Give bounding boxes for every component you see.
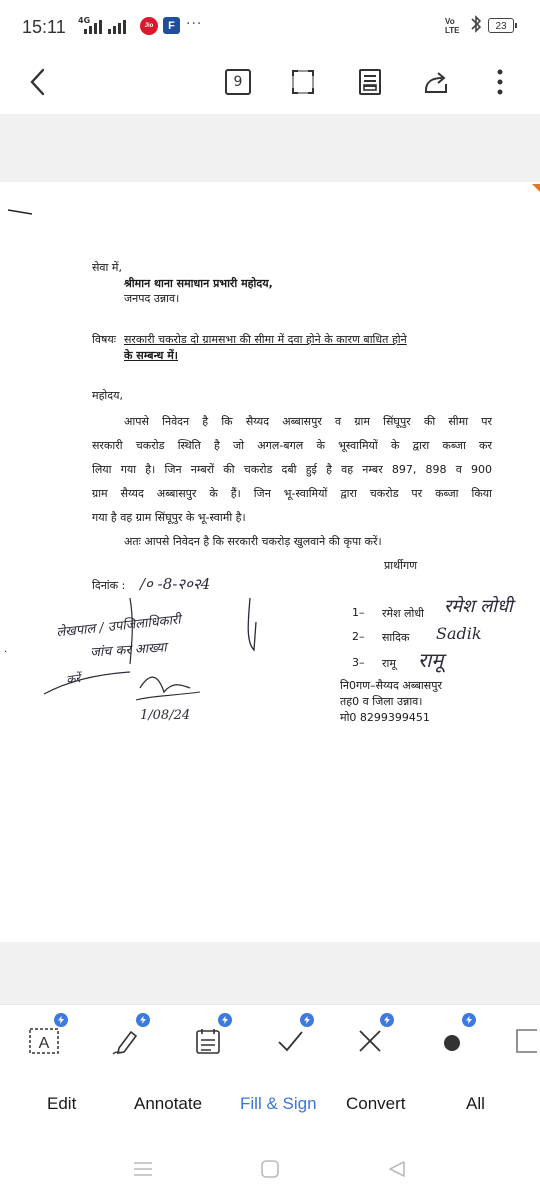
signal-icon bbox=[84, 20, 102, 34]
share-icon bbox=[422, 68, 450, 96]
body-line-3: लिया गया है। जिन नम्बरों की चकरोड दबी हुई है वह नम्बर 897, 898 व 900 bbox=[92, 463, 492, 476]
tool-strip bbox=[0, 1004, 540, 1075]
pro-badge-icon bbox=[300, 1013, 314, 1027]
subject-line-1: सरकारी चकरोड दो ग्रामसभा की सीमा में दवा होने के कारण बाधित होने bbox=[124, 333, 407, 346]
volte-icon: Vo LTE bbox=[445, 17, 460, 35]
jio-icon: Jio bbox=[140, 17, 158, 35]
signal-icon-2 bbox=[108, 20, 126, 34]
dot-tool[interactable] bbox=[430, 1019, 474, 1063]
applicant-1-name: रमेश लोधी bbox=[382, 607, 424, 620]
pro-badge-icon bbox=[462, 1013, 476, 1027]
svg-text:A: A bbox=[38, 1035, 50, 1052]
status-bar bbox=[0, 0, 540, 56]
phone-line: मो0 8299399451 bbox=[340, 711, 430, 724]
form-tool[interactable] bbox=[186, 1019, 230, 1063]
subject-line-2: के सम्बन्ध में। bbox=[124, 349, 178, 362]
applicant-3-name: रामू bbox=[382, 657, 396, 670]
endorsement-signature-strokes bbox=[40, 592, 280, 732]
more-vertical-icon bbox=[496, 68, 504, 96]
fullscreen-button[interactable] bbox=[283, 62, 323, 102]
body-line-1: आपसे निवेदन है कि सैय्यद अब्बासपुर व ग्राम सिंघूपुर की सीमा पर bbox=[124, 415, 492, 428]
home-button[interactable] bbox=[255, 1154, 285, 1184]
tab-all[interactable]: All bbox=[466, 1094, 485, 1113]
endorsement-line-3: करें bbox=[65, 671, 82, 687]
applicant-3-num: 3– bbox=[352, 656, 365, 669]
applicant-3-signature: रामू bbox=[418, 648, 444, 672]
tab-annotate[interactable]: Annotate bbox=[134, 1094, 203, 1113]
applicant-1-signature: रमेश लोधी bbox=[444, 596, 513, 617]
box-icon bbox=[513, 1026, 537, 1056]
fullscreen-icon bbox=[291, 68, 315, 96]
applicant-2-name: सादिक bbox=[382, 631, 410, 644]
applicant-1-num: 1– bbox=[352, 606, 365, 619]
tab-convert[interactable]: Convert bbox=[346, 1094, 406, 1113]
pro-badge-icon bbox=[54, 1013, 68, 1027]
applicants-label: प्रार्थीगण bbox=[384, 559, 418, 572]
document-view-icon bbox=[358, 68, 382, 96]
checkmark-tool[interactable] bbox=[268, 1019, 312, 1063]
address-line-1: नि0गण–सैय्यद अब्बासपुर bbox=[340, 679, 442, 692]
pro-badge-icon bbox=[136, 1013, 150, 1027]
body-line-4: ग्राम सैय्यद अब्बासपुर के हैं। जिन भू-स्वामियों द्वारा चकरोड पर कब्जा किया bbox=[92, 487, 492, 500]
applicant-2-num: 2– bbox=[352, 630, 365, 643]
endorsement-line-1: लेखपाल / उपजिलाधिकारी bbox=[55, 612, 182, 641]
bottom-tab-bar bbox=[0, 1074, 540, 1140]
endorsement-line-2: जांच कर आख्या bbox=[89, 640, 168, 661]
share-button[interactable] bbox=[416, 62, 456, 102]
edit-text-tool[interactable] bbox=[22, 1019, 66, 1063]
subject-label: विषयः bbox=[92, 333, 116, 346]
more-tools-partial[interactable] bbox=[510, 1019, 540, 1063]
tab-edit[interactable]: Edit bbox=[47, 1094, 77, 1113]
menu-lines-icon bbox=[133, 1161, 153, 1177]
status-time: 15:11 bbox=[22, 17, 66, 37]
address-line-2: तह0 व जिला उन्नाव। bbox=[340, 695, 423, 708]
cross-tool[interactable] bbox=[348, 1019, 392, 1063]
form-icon bbox=[193, 1026, 223, 1056]
bluetooth-icon bbox=[470, 14, 482, 39]
page-corner-mark bbox=[532, 184, 540, 192]
top-toolbar bbox=[0, 56, 540, 114]
recipient-line-2: जनपद उन्नाव। bbox=[124, 292, 180, 305]
date-handwritten: /० -8-२०२4 bbox=[140, 575, 211, 593]
scan-mark bbox=[8, 208, 32, 216]
endorsement-date: 1/08/24 bbox=[140, 708, 191, 723]
reading-mode-button[interactable] bbox=[350, 62, 390, 102]
recents-button[interactable] bbox=[128, 1154, 158, 1184]
applicant-2-signature: Sadik bbox=[436, 624, 482, 643]
app-notification-icon: F bbox=[163, 17, 180, 34]
request-line: अतः आपसे निवेदन है कि सरकारी चकरोड़ खुलवाने की कृपा करें। bbox=[124, 535, 382, 548]
battery-icon: 23 bbox=[488, 18, 514, 33]
dot-icon bbox=[437, 1026, 467, 1056]
more-options-button[interactable] bbox=[480, 62, 520, 102]
cross-icon bbox=[355, 1026, 385, 1056]
body-line-5: गया है वह ग्राम सिंघूपुर के भू-स्वामी है। bbox=[92, 511, 246, 524]
page-count-button[interactable] bbox=[218, 62, 258, 102]
system-back-button[interactable] bbox=[382, 1154, 412, 1184]
tab-fill-sign[interactable]: Fill & Sign bbox=[240, 1094, 317, 1113]
text-box-icon bbox=[28, 1026, 60, 1056]
network-type: 4G bbox=[78, 16, 91, 25]
scan-dot: · bbox=[4, 647, 8, 658]
back-triangle-icon bbox=[387, 1159, 407, 1179]
greeting: महोदय, bbox=[92, 389, 123, 402]
body-line-2: सरकारी चकरोड स्थिति है जो अगल-बगल के भूस्वामियों के द्वारा कब्जा कर bbox=[92, 439, 492, 452]
document-page[interactable] bbox=[0, 182, 540, 942]
system-nav-bar bbox=[0, 1140, 540, 1200]
pen-icon bbox=[111, 1026, 141, 1056]
date-label: दिनांक : bbox=[92, 579, 126, 592]
home-square-icon bbox=[260, 1159, 280, 1179]
back-arrow-icon bbox=[27, 67, 49, 97]
checkmark-icon bbox=[275, 1026, 305, 1056]
salutation-to: सेवा में, bbox=[92, 261, 122, 274]
pro-badge-icon bbox=[218, 1013, 232, 1027]
back-button[interactable] bbox=[18, 62, 58, 102]
page-count: 9 bbox=[225, 69, 251, 95]
more-notifications-icon: ··· bbox=[186, 16, 203, 32]
annotate-tool[interactable] bbox=[104, 1019, 148, 1063]
pro-badge-icon bbox=[380, 1013, 394, 1027]
recipient-line-1: श्रीमान थाना समाधान प्रभारी महोदय, bbox=[124, 277, 273, 290]
